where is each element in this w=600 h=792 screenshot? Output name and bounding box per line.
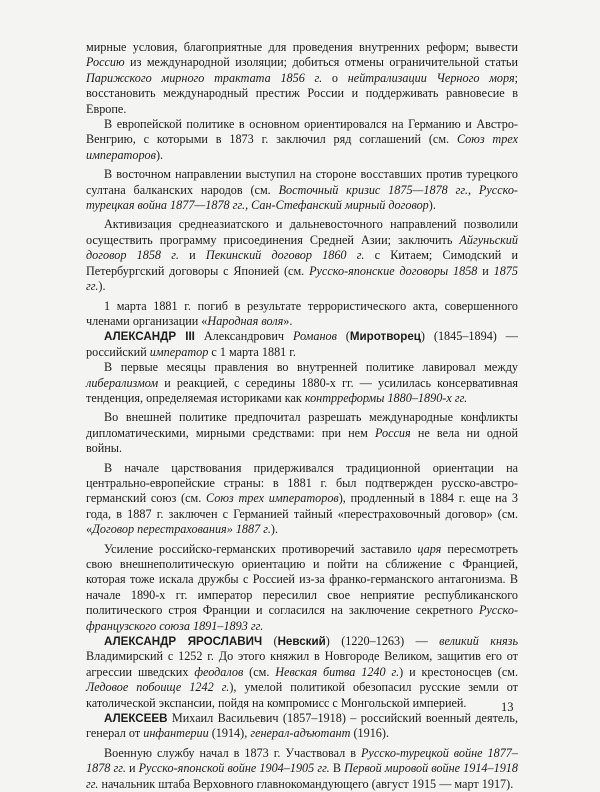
entry-alexander-iii bbox=[86, 329, 518, 360]
text: Усиление российско-германских противоречий заставило bbox=[104, 541, 418, 556]
text: не вела ни одной войны. bbox=[86, 425, 518, 456]
text: (см. bbox=[243, 664, 276, 679]
text: ). bbox=[270, 522, 279, 537]
term: инфантерии bbox=[143, 726, 209, 741]
text: Активизация среднеазиатского и дальневосточного направлений позволили осуществить программу присоединения Средней Азии; заключить bbox=[86, 217, 518, 247]
paragraph bbox=[86, 542, 518, 634]
term: император bbox=[149, 344, 209, 359]
paragraph bbox=[86, 117, 518, 163]
term: феодалов bbox=[194, 664, 244, 679]
term: Первой мировой войне 1914–1918 гг. bbox=[86, 761, 518, 791]
text: Михаил Васильевич (1857–1918) – российский военный деятель, генерал от bbox=[86, 711, 518, 741]
term: 1875 гг. bbox=[86, 263, 518, 294]
text: 1 марта 1881 г. погиб в результате террористического акта, совершенного членами организации « bbox=[86, 298, 518, 328]
term: Русско-японской войне 1904–1905 гг. bbox=[138, 761, 330, 776]
text: В начале царствования придерживался традиционной ориентации на центрально-европейские страны: в 1881 г. был подтвержден русско-австро-германский союз (см. bbox=[86, 460, 518, 506]
term: Парижского мирного трактата 1856 г. bbox=[86, 70, 323, 85]
text: ( bbox=[336, 329, 350, 344]
text: Владимирский с 1252 г. До этого княжил в Новгороде Великом, защитив его от агрессии шведских bbox=[86, 649, 518, 679]
term: контрреформы 1880–1890-х гг. bbox=[304, 390, 468, 405]
text: и реакцией, с середины 1880-х гг. — усилилась консервативная тенденция, определяемая историками как bbox=[86, 375, 518, 405]
text: Военную службу начал в 1873 г. Участвовал в bbox=[104, 745, 361, 760]
paragraph bbox=[86, 461, 518, 538]
term: Айгуньский договор 1858 г. bbox=[86, 232, 518, 263]
text: о bbox=[322, 70, 348, 85]
text: ) (1220–1263) — bbox=[325, 634, 440, 649]
paragraph bbox=[86, 299, 518, 330]
entry-alekseev bbox=[86, 711, 518, 742]
text: ). bbox=[155, 147, 164, 162]
page-body bbox=[86, 40, 518, 792]
term: генерал-адъютант bbox=[250, 726, 351, 741]
text: и bbox=[125, 761, 139, 776]
text: и bbox=[477, 263, 494, 278]
text: начальник штаба Верховного главнокомандующего (август 1915 — март 1917). bbox=[98, 776, 514, 791]
term: Договор перестрахования» 1887 г. bbox=[92, 522, 271, 537]
term: Ледовое побоище 1242 г. bbox=[86, 680, 230, 695]
term: нейтрализации Черного моря bbox=[347, 70, 515, 85]
text: Во внешней политике предпочитал разрешать международные конфликты дипломатическими, мирными средствами: при нем bbox=[86, 410, 518, 440]
term: Восточный кризис 1875—1878 гг., Русско-турецкая война 1877—1878 гг., Сан-Стефанский мирный договор bbox=[86, 182, 518, 213]
term: Пекинский договор 1860 г. bbox=[205, 248, 365, 263]
term: Россия bbox=[374, 425, 411, 440]
paragraph bbox=[86, 40, 518, 117]
text: с 1 марта 1881 г. bbox=[208, 344, 296, 359]
paragraph bbox=[86, 360, 518, 406]
paragraph bbox=[86, 746, 518, 792]
entry-headword: АЛЕКСАНДР ЯРОСЛАВИЧ bbox=[104, 635, 263, 649]
term: Русско-японские договоры 1858 bbox=[309, 263, 478, 278]
text: ), продленный в 1884 г. еще на 3 года, в 1887 г. заключен с Германией тайный «перестраховочный договор» (см. « bbox=[86, 491, 518, 537]
text: В первые месяцы правления во внутренней политике лавировал между bbox=[104, 360, 518, 375]
text: В европейской политике в основном ориентировался на Германию и Австро-Венгрию, с которыми в 1873 г. заключил ряд соглашений (см. bbox=[86, 117, 518, 147]
text: и bbox=[178, 248, 206, 263]
text: ). bbox=[98, 279, 106, 294]
text: Александрович bbox=[194, 329, 293, 344]
text: мирные условия, благоприятные для проведения внутренних реформ; вывести bbox=[86, 40, 518, 54]
paragraph bbox=[86, 167, 518, 213]
text: пересмотреть свою внешнеполитическую ориентацию и пойти на сближение с Францией, которая тоже искала дружбы с Россией из-за франко-германского антагонизма. В начале 1890-х гг. император пересилил свое неприятие республиканского политического строя Франции и согласился на заключение секретного bbox=[86, 541, 518, 618]
text: В bbox=[329, 761, 345, 776]
term: Русско-французского союза 1891–1893 гг. bbox=[86, 603, 518, 633]
text: ». bbox=[283, 313, 293, 328]
term: Союз трех императоров bbox=[86, 132, 518, 162]
nickname: Невский bbox=[277, 635, 326, 649]
term: Россию bbox=[86, 55, 125, 70]
text: из международной изоляции; добиться отмены ограничительной статьи bbox=[124, 55, 518, 70]
text: ), умелой политикой обезопасил русские земли от католической экспансии, пойдя на компромисс с Монгольской империей. bbox=[86, 680, 518, 710]
term: царя bbox=[417, 541, 442, 556]
text: (1914), bbox=[208, 726, 251, 741]
text: ). bbox=[428, 198, 436, 213]
term: Романов bbox=[292, 329, 337, 344]
term: Народная воля bbox=[207, 313, 284, 328]
entry-alexander-yaroslavich bbox=[86, 634, 518, 711]
text: (1916). bbox=[350, 726, 389, 741]
text: ) и крестоносцев (см. bbox=[399, 664, 518, 679]
text: ) (1845–1894) — российский bbox=[86, 329, 518, 359]
page-number: 13 bbox=[501, 700, 514, 714]
text: ( bbox=[262, 634, 278, 649]
term: великий князь bbox=[439, 634, 518, 649]
term: либерализмом bbox=[86, 375, 159, 390]
text: В восточном направлении выступил на стороне восставших против турецкого султана балканских народов (см. bbox=[86, 167, 518, 197]
paragraph bbox=[86, 410, 518, 456]
text: с Китаем; Симодский и Петербургский договоры с Японией (см. bbox=[86, 248, 518, 278]
text: ; восстановить международный престиж России и поддерживать равновесие в Европе. bbox=[86, 70, 519, 116]
entry-headword: АЛЕКСЕЕВ bbox=[104, 712, 168, 726]
term: Невская битва 1240 г. bbox=[275, 664, 400, 679]
term: Русско-турецкой войне 1877–1878 гг. bbox=[86, 745, 518, 776]
nickname: Миротворец bbox=[349, 330, 421, 344]
entry-headword: АЛЕКСАНДР III bbox=[104, 330, 195, 344]
term: Союз трех императоров bbox=[206, 491, 339, 506]
paragraph bbox=[86, 217, 518, 294]
